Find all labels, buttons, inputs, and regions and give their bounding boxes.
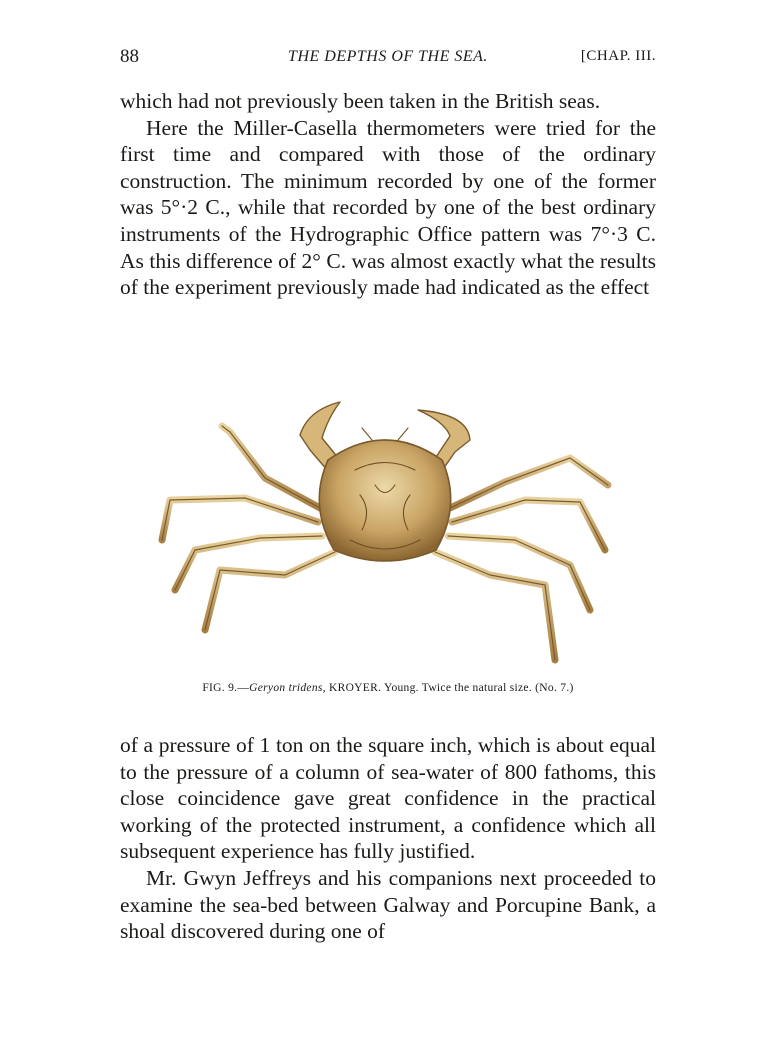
caption-rest: KROYER. Young. Twice the natural size. (No. 7.)	[325, 682, 574, 694]
paragraph-thermometers: Here the Miller-Casella thermometers were tried for the first time and compared with those of the ordinary construction. The minimum recorded by one of the former was 5°·2 C., while that recorded by one of the best ordinary instruments of the Hydrographic Office pattern was 7°·3 C. As this difference of 2° C. was almost exactly what the results of the experiment previously made had indicated as the effect	[120, 115, 656, 300]
crab-illustration	[150, 390, 620, 680]
paragraph-jeffreys: Mr. Gwyn Jeffreys and his companions next proceeded to examine the sea-bed between Galway and Porcupine Bank, a shoal discovered during one of	[120, 865, 656, 944]
leg-right-3	[448, 536, 590, 610]
paragraph-continued: which had not previously been taken in the British seas.	[120, 89, 601, 113]
chapter-label: [CHAP. III.	[580, 48, 656, 64]
body-text-bottom	[120, 732, 656, 945]
body-text-top	[120, 88, 656, 301]
paragraph-pressure: of a pressure of 1 ton on the square inch, which is about equal to the pressure of a column of sea-water of 800 fathoms, this close coincidence gave great confidence in the practical working of the protected instrument, a confidence which all subsequent experience has fully justified.	[120, 733, 656, 864]
page-number: 88	[120, 46, 139, 67]
leg-right-4	[435, 552, 555, 660]
page-header	[120, 46, 656, 70]
caption-label: FIG. 9.—	[202, 682, 250, 694]
figure-caption	[120, 682, 656, 694]
leg-left-3	[175, 536, 322, 590]
leg-left-4	[205, 552, 335, 630]
running-title: THE DEPTHS OF THE SEA.	[288, 48, 488, 65]
caption-species: Geryon tridens,	[249, 682, 326, 694]
carapace	[319, 440, 450, 561]
